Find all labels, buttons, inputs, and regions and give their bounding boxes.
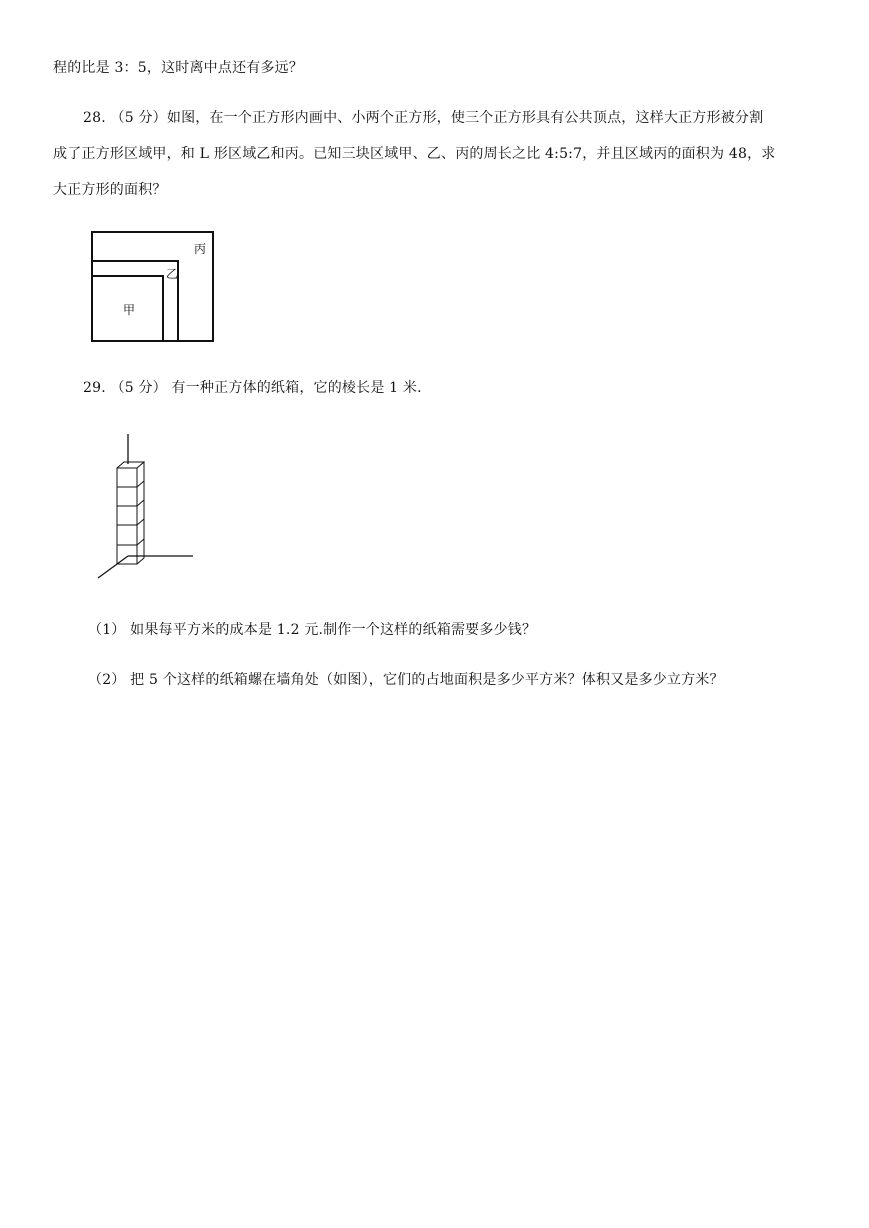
box-stack-front [117, 468, 137, 564]
label-bing: 丙 [194, 242, 207, 256]
floor-diagonal-line [98, 556, 128, 578]
q28-line3: 大正方形的面积？ [53, 182, 167, 198]
box-stack-side [137, 462, 144, 564]
box-side-divider-1 [137, 481, 144, 487]
q28-line1: 28. （5 分）如图，在一个正方形内画中、小两个正方形，使三个正方形具有公共顶点，这样大正方形被分割 [83, 110, 764, 126]
box-side-divider-3 [137, 519, 144, 525]
nested-squares-figure [88, 228, 223, 346]
continuation-text: 程的比是 3：5，这时离中点还有多远？ [53, 60, 304, 76]
q29-stem: 29. （5 分） 有一种正方体的纸箱，它的棱长是 1 米. [83, 380, 422, 396]
label-yi: 乙 [166, 267, 179, 281]
q28-line2: 成了正方形区域甲，和 L 形区域乙和丙。已知三块区域甲、乙、丙的周长之比 4:5:7，并且区域丙的面积为 48，求 [53, 146, 776, 162]
q29-sub1: （1） 如果每平方米的成本是 1.2 元.制作一个这样的纸箱需要多少钱？ [88, 622, 537, 638]
box-side-divider-4 [137, 539, 144, 545]
box-side-divider-2 [137, 500, 144, 506]
q29-sub2: （2） 把 5 个这样的纸箱螺在墙角处（如图），它们的占地面积是多少平方米？体积又是多少立方米？ [88, 672, 724, 688]
stacked-boxes-figure [90, 428, 200, 583]
label-jia: 甲 [123, 303, 136, 317]
